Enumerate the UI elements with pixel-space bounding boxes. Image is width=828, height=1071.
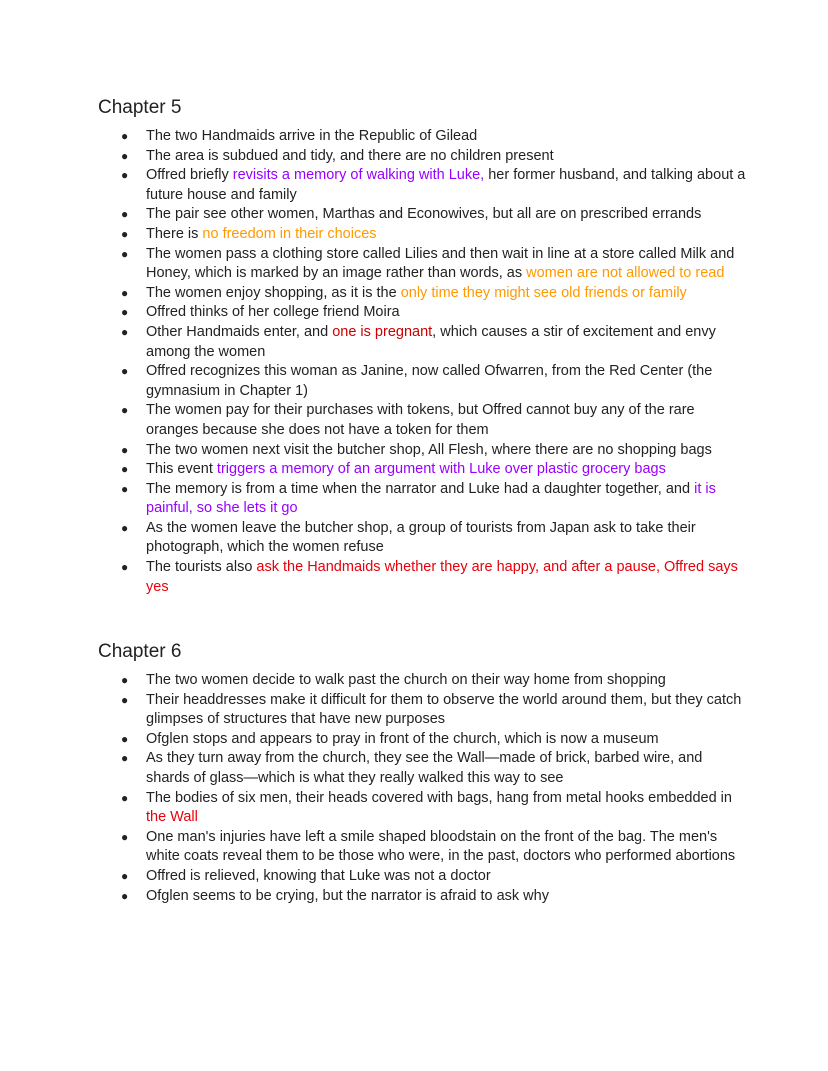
item-text: This event — [146, 461, 217, 478]
item-text: The two women next visit the butcher shop, All Flesh, where there are no shopping bags — [146, 441, 712, 458]
highlighted-text: it is painful, so she lets it go — [146, 480, 716, 517]
bullet-icon: ● — [121, 168, 129, 183]
item-text: One man's injuries have left a smile shaped bloodstain on the front of the bag. The men's white coats reveal them to be those who were, in the past, doctors who performed abortions — [146, 828, 736, 865]
item-text: As the women leave the butcher shop, a group of tourists from Japan ask to take their photograph, which the women refuse — [146, 519, 696, 556]
bullet-icon: ● — [121, 520, 129, 535]
chapter-heading: Chapter 5 — [98, 97, 182, 118]
list-item — [98, 730, 748, 750]
list-item — [98, 166, 748, 205]
bullet-icon: ● — [121, 285, 129, 300]
bullet-icon: ● — [121, 751, 129, 766]
item-text: The area is subdued and tidy, and there are no children present — [146, 147, 554, 164]
bullet-icon: ● — [121, 226, 129, 241]
bullet-list — [98, 671, 748, 906]
highlighted-text: only time they might see old friends or family — [400, 284, 687, 301]
bullet-icon: ● — [121, 324, 129, 339]
list-item — [98, 245, 748, 284]
item-text: Offred briefly — [146, 167, 233, 184]
highlighted-text: the Wall — [146, 809, 198, 826]
item-text: Ofglen stops and appears to pray in front of the church, which is now a museum — [146, 730, 659, 747]
item-text: her former husband, and talking about a future house and family — [146, 167, 746, 203]
list-item — [98, 789, 748, 828]
highlighted-text: women are not allowed to read — [526, 265, 725, 282]
item-text: The women pay for their purchases with tokens, but Offred cannot buy any of the rare oranges because she does not have a token for them — [146, 402, 695, 438]
bullet-icon: ● — [121, 868, 129, 883]
bullet-icon: ● — [121, 673, 129, 687]
item-text: The two women decide to walk past the church on their way home from shopping — [146, 672, 666, 688]
item-text: , which causes a stir of excitement and envy among the women — [146, 323, 716, 360]
item-text: The pair see other women, Marthas and Econowives, but all are on prescribed errands — [146, 206, 702, 223]
list-item — [98, 519, 748, 558]
bullet-icon: ● — [121, 731, 129, 746]
list-item — [98, 205, 748, 225]
highlighted-text: revisits a memory of walking with Luke, — [232, 167, 485, 184]
item-text: Their headdresses make it difficult for them to observe the world around them, but they catch glimpses of structures that have new purposes — [146, 691, 742, 728]
bullet-icon: ● — [121, 442, 129, 457]
item-text: Ofglen seems to be crying, but the narrator is afraid to ask why — [146, 887, 549, 904]
highlighted-text: triggers a memory of an argument with Luke over plastic grocery bags — [216, 461, 666, 478]
highlighted-text: ask the Handmaids whether they are happy, and after a pause, Offred says yes — [146, 559, 738, 595]
item-text: The two Handmaids arrive in the Republic of Gilead — [146, 128, 478, 144]
list-item — [98, 362, 748, 401]
bullet-icon: ● — [121, 888, 129, 903]
list-item — [98, 127, 748, 147]
chapter-6-section — [98, 641, 748, 906]
item-text: The tourists also — [146, 559, 257, 576]
bullet-icon: ● — [121, 403, 129, 418]
item-text: Other Handmaids enter, and — [146, 323, 333, 340]
item-text: The memory is from a time when the narrator and Luke had a daughter together, and — [146, 480, 695, 497]
item-text: Offred is relieved, knowing that Luke was not a doctor — [146, 867, 491, 884]
list-item — [98, 828, 748, 867]
bullet-icon: ● — [121, 481, 129, 496]
list-item — [98, 401, 748, 440]
bullet-icon: ● — [121, 148, 129, 163]
list-item — [98, 323, 748, 362]
bullet-icon: ● — [121, 364, 129, 379]
bullet-icon: ● — [121, 692, 129, 707]
bullet-icon: ● — [121, 829, 129, 844]
chapter-5-section — [98, 97, 748, 597]
item-text: The bodies of six men, their heads covered with bags, hang from metal hooks embedded in — [146, 789, 732, 806]
bullet-icon: ● — [121, 305, 129, 320]
item-text: The women enjoy shopping, as it is the — [146, 284, 401, 301]
item-text: Offred recognizes this woman as Janine, now called Ofwarren, from the Red Center (the gymnasium in Chapter 1) — [146, 363, 713, 399]
bullet-icon: ● — [121, 246, 129, 261]
bullet-icon: ● — [121, 129, 129, 143]
list-item — [98, 480, 748, 519]
bullet-icon: ● — [121, 790, 129, 805]
bullet-list — [98, 127, 748, 597]
bullet-icon: ● — [121, 207, 129, 222]
list-item — [98, 147, 748, 167]
list-item — [98, 749, 748, 788]
list-item — [98, 460, 748, 480]
list-item — [98, 867, 748, 887]
item-text: As they turn away from the church, they see the Wall—made of brick, barbed wire, and shards of glass—which is what they really walked this way to see — [146, 750, 703, 786]
chapter-heading: Chapter 6 — [98, 641, 182, 662]
highlighted-text: one is pregnant — [332, 323, 433, 340]
item-text: Offred thinks of her college friend Moira — [146, 304, 400, 321]
list-item — [98, 225, 748, 245]
list-item — [98, 691, 748, 730]
item-text: The women pass a clothing store called Lilies and then wait in line at a store called Milk and Honey, which is marked by an image rather than words, as — [146, 245, 735, 282]
list-item — [98, 284, 748, 304]
item-text: There is — [146, 225, 203, 242]
bullet-icon: ● — [121, 560, 129, 575]
list-item — [98, 441, 748, 461]
list-item — [98, 558, 748, 597]
list-item — [98, 887, 748, 907]
highlighted-text: no freedom in their choices — [202, 225, 377, 242]
list-item — [98, 303, 748, 323]
bullet-icon: ● — [121, 462, 129, 477]
list-item — [98, 671, 748, 691]
